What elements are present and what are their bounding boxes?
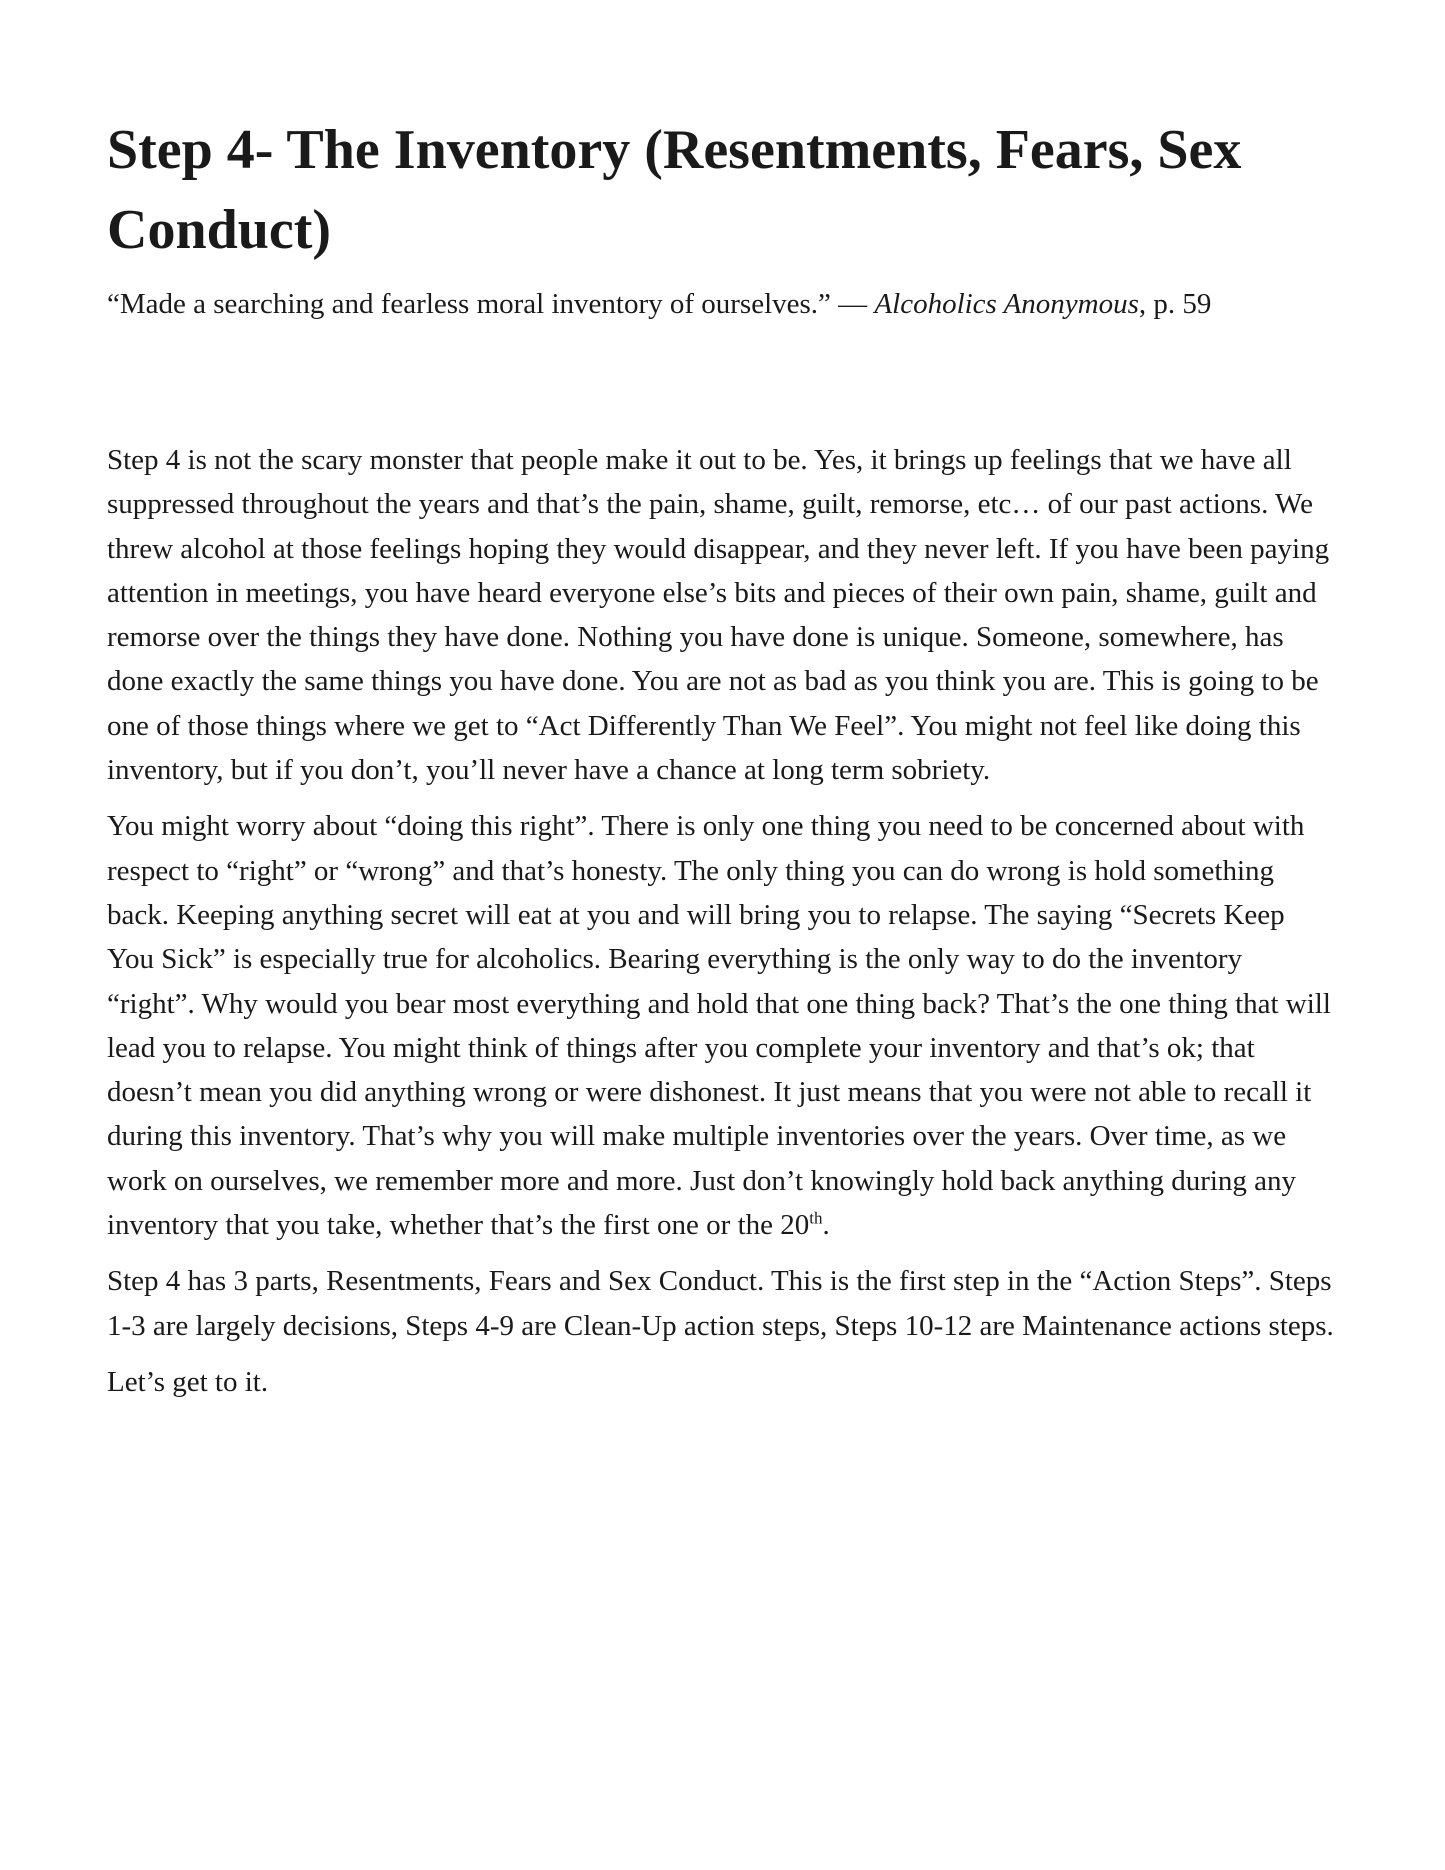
page-title: Step 4- The Inventory (Resentments, Fears, Sex Conduct) [107,119,1242,261]
epigraph-quote: “Made a searching and fearless moral inventory of ourselves.” — [107,288,868,320]
paragraph-2 [107,804,1337,1247]
paragraph-2-text: You might worry about “doing this right”. There is only one thing you need to be concerned about with respect to “right” or “wrong” and that’s honesty. The only thing you can do wrong is hold something back. Keeping anything secret will eat at you and will bring you to relapse. The saying “Secrets Keep You Sick” is especially true for alcoholics. Bearing everything is the only way to do the inventory “right”. Why would you bear most everything and hold that one thing back? That’s the one thing that will lead you to relapse. You might think of things after you complete your inventory and that’s ok; that doesn’t mean you did anything wrong or were dishonest. It just means that you were not able to recall it during this inventory. That’s why you will make multiple inventories over the years. Over time, as we work on ourselves, we remember more and more. Just don’t knowingly hold back anything during any inventory that you take, whether that’s the first one or the 20 [107,810,1331,1242]
paragraph-3: Step 4 has 3 parts, Resentments, Fears and Sex Conduct. This is the first step in the “Action Steps”. Steps 1-3 are largely decisions, Steps 4-9 are Clean-Up action steps, Steps 10-12 are Maintenance actions steps. [107,1265,1334,1342]
document-page [107,110,1337,1416]
paragraph-4: Let’s get to it. [107,1365,269,1398]
body-text [107,438,1337,1404]
epigraph-source-title: Alcoholics Anonymous [874,288,1139,320]
ordinal-suffix: th [809,1208,823,1228]
epigraph-source-page: , p. 59 [1138,288,1212,320]
paragraph-1: Step 4 is not the scary monster that people make it out to be. Yes, it brings up feelings that we have all suppressed throughout the years and that’s the pain, shame, guilt, remorse, etc… of our past actions. We threw alcohol at those feelings hoping they would disappear, and they never left. If you have been paying attention in meetings, you have heard everyone else’s bits and pieces of their own pain, shame, guilt and remorse over the things they have done. Nothing you have done is unique. Someone, somewhere, has done exactly the same things you have done. You are not as bad as you think you are. This is going to be one of those things where we get to “Act Differently Than We Feel”. You might not feel like doing this inventory, but if you don’t, you’ll never have a chance at long term sobriety. [107,444,1330,787]
epigraph [107,284,1337,324]
paragraph-2-end: . [822,1209,830,1242]
